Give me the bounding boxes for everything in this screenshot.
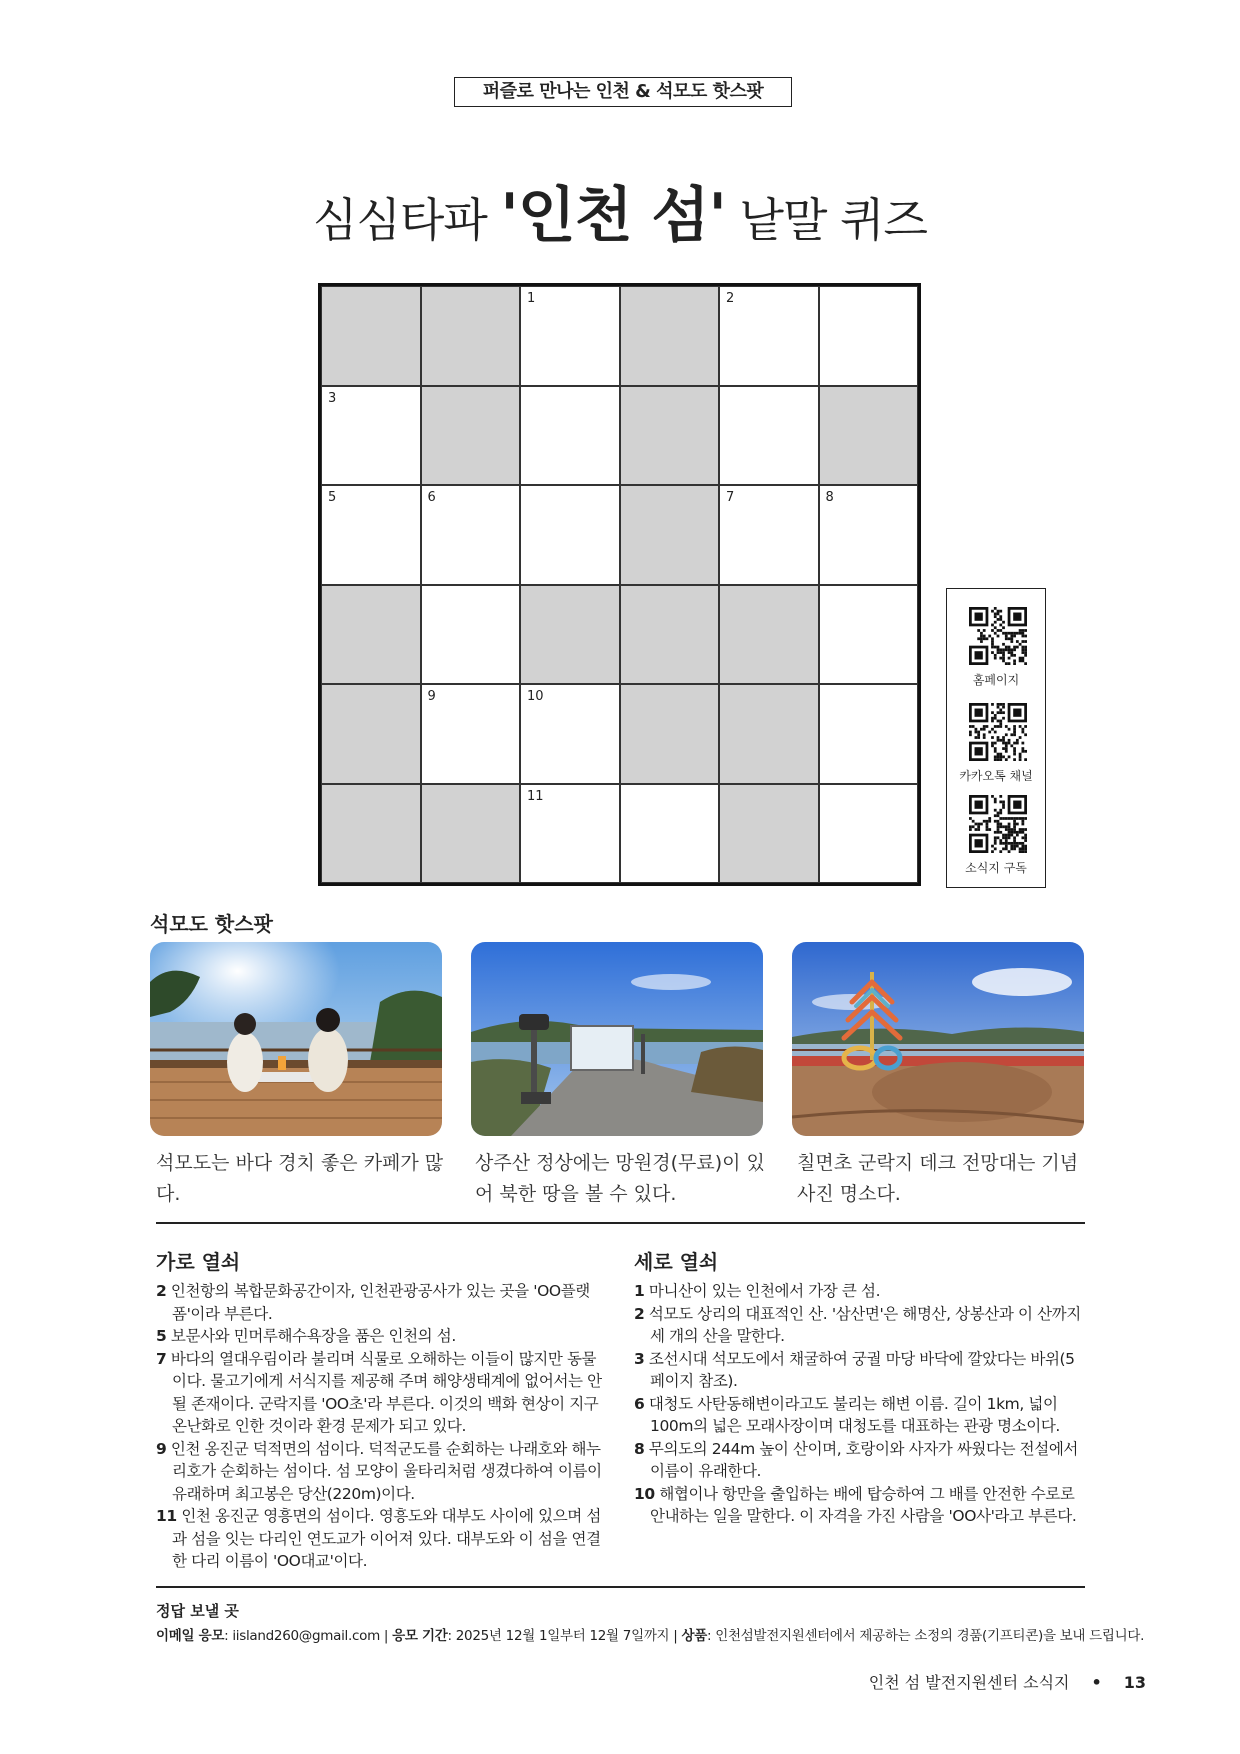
clue-num: 7 <box>156 1349 167 1368</box>
divider-top <box>156 1222 1085 1224</box>
page-title <box>0 168 1240 254</box>
grid-cell-blocked <box>421 286 521 386</box>
grid-cell-blocked <box>819 386 919 486</box>
qr-label-newsletter: 소식지 구독 <box>965 861 1027 875</box>
across-clue <box>156 1348 606 1438</box>
grid-cell[interactable] <box>719 485 819 585</box>
prize-label: 상품 <box>681 1628 708 1644</box>
clue-num: 3 <box>634 1349 645 1368</box>
grid-cell-blocked <box>719 585 819 685</box>
grid-cell[interactable] <box>819 784 919 884</box>
grid-cell[interactable] <box>321 386 421 486</box>
divider-bottom <box>156 1586 1085 1588</box>
qr-label-homepage: 홈페이지 <box>972 673 1020 687</box>
submit-info <box>156 1624 1144 1644</box>
grid-cell[interactable] <box>520 286 620 386</box>
email-label: 이메일 응모 <box>156 1628 225 1644</box>
qr-label-kakao: 카카오톡 채널 <box>959 769 1033 783</box>
grid-cell-blocked <box>620 585 720 685</box>
clue-num: 1 <box>634 1282 645 1300</box>
clue-text: 인천항의 복합문화공간이자, 인천관광공사가 있는 곳을 'OO플랫폼'이라 부른다. <box>170 1282 590 1323</box>
page-number: 13 <box>1123 1673 1146 1692</box>
grid-cell-blocked <box>321 585 421 685</box>
down-heading: 세로 열쇠 <box>634 1250 719 1274</box>
clue-num: 2 <box>634 1304 645 1323</box>
across-heading: 가로 열쇠 <box>156 1250 241 1274</box>
clue-text: 보문사와 민머루해수욕장을 품은 인천의 섬. <box>170 1327 456 1345</box>
down-clue <box>634 1280 1086 1303</box>
across-clue <box>156 1438 606 1506</box>
grid-cell-blocked <box>719 784 819 884</box>
grid-cell-blocked <box>321 784 421 884</box>
clue-number: 8 <box>825 490 834 505</box>
grid-cell[interactable] <box>421 684 521 784</box>
email-value: : iisland260@gmail.com | <box>224 1628 393 1644</box>
grid-cell-blocked <box>620 684 720 784</box>
photo-cafe <box>150 942 442 1136</box>
grid-cell[interactable] <box>719 386 819 486</box>
clue-number: 2 <box>726 291 735 306</box>
clue-text: 인천 옹진군 덕적면의 섬이다. 덕적군도를 순회하는 나래호와 해누리호가 순회하는 섬이다. 섬 모양이 울타리처럼 생겼다하여 이름이 유래하며 최고봉은 당산(220m)이다. <box>170 1439 602 1503</box>
clue-text: 석모도 상리의 대표적인 산. '삼산면'은 해명산, 상봉산과 이 산까지 세 개의 산을 말한다. <box>648 1304 1081 1345</box>
clue-num: 5 <box>156 1327 167 1345</box>
clue-number: 3 <box>328 390 337 406</box>
title-suffix: 낱말 퀴즈 <box>725 193 927 247</box>
down-clue <box>634 1303 1086 1348</box>
grid-cell[interactable] <box>321 485 421 585</box>
clue-number: 7 <box>726 490 735 505</box>
clue-number: 1 <box>527 291 536 306</box>
submit-heading: 정답 보낼 곳 <box>156 1602 239 1620</box>
grid-cell-blocked <box>421 784 521 884</box>
down-clue <box>634 1483 1086 1528</box>
photo-deck-observatory <box>792 942 1084 1136</box>
grid-cell[interactable] <box>819 485 919 585</box>
period-value: : 2025년 12월 1일부터 12월 7일까지 | <box>447 1628 682 1644</box>
grid-cell[interactable] <box>520 684 620 784</box>
grid-cell-blocked <box>719 684 819 784</box>
clue-text: 무의도의 244m 높이 산이며, 호랑이와 사자가 싸웠다는 전설에서 이름이 유래한다. <box>648 1439 1078 1480</box>
title-prefix: 심심타파 <box>313 193 501 247</box>
across-clue <box>156 1505 606 1573</box>
grid-cell-blocked <box>620 485 720 585</box>
title-highlight: '인천 섬' <box>500 181 726 251</box>
grid-cell-blocked <box>620 286 720 386</box>
clue-number: 9 <box>427 689 436 704</box>
clue-text: 마니산이 있는 인천에서 가장 큰 섬. <box>648 1282 881 1300</box>
grid-cell[interactable] <box>520 485 620 585</box>
grid-cell-blocked <box>421 386 521 486</box>
clue-num: 11 <box>156 1507 177 1525</box>
grid-cell[interactable] <box>819 585 919 685</box>
grid-cell[interactable] <box>819 684 919 784</box>
clue-num: 8 <box>634 1439 645 1458</box>
caption-deck: 칠면초 군락지 데크 전망대는 기념사진 명소다. <box>797 1152 1079 1205</box>
grid-cell[interactable] <box>421 585 521 685</box>
photo-telescope <box>471 942 763 1136</box>
clue-text: 바다의 열대우림이라 불리며 식물로 오해하는 이들이 많지만 동물이다. 물고기에게 서식지를 제공해 주며 해양생태계에 없어서는 안 될 존재이다. 군락지를 'OO초'라 부른다. 이것의 백화 현상이 지구온난화로 인한 것이라 환경 문제가 되고 있다. <box>170 1349 602 1435</box>
footer-org: 인천 섬 발전지원센터 소식지 <box>868 1673 1070 1692</box>
page-footer: 인천 섬 발전지원센터 소식지 • 13 <box>868 1673 1146 1692</box>
clue-num: 10 <box>634 1484 655 1503</box>
down-clues <box>634 1280 1086 1528</box>
period-label: 응모 기간 <box>392 1628 448 1644</box>
hotspot-title: 석모도 핫스팟 <box>150 912 273 936</box>
grid-cell[interactable] <box>421 485 521 585</box>
grid-cell-blocked <box>321 684 421 784</box>
grid-cell-blocked <box>321 286 421 386</box>
grid-cell[interactable] <box>520 784 620 884</box>
qr-code-kakao-icon[interactable] <box>969 703 1027 761</box>
clue-num: 9 <box>156 1439 167 1458</box>
across-clue <box>156 1325 606 1348</box>
section-label: 퍼즐로 만나는 인천 & 석모도 핫스팟 <box>454 77 792 107</box>
clue-text: 해협이나 항만을 출입하는 배에 탑승하여 그 배를 안전한 수로로 안내하는 일을 말한다. 이 자격을 가진 사람을 'OO사'라고 부른다. <box>650 1484 1077 1525</box>
qr-code-homepage-icon[interactable] <box>969 607 1027 665</box>
across-clue <box>156 1280 606 1325</box>
crossword-grid <box>318 283 921 886</box>
clue-number: 5 <box>328 490 337 505</box>
qr-panel <box>946 588 1046 888</box>
grid-cell[interactable] <box>719 286 819 386</box>
down-clue <box>634 1393 1086 1438</box>
down-clue <box>634 1438 1086 1483</box>
grid-cell[interactable] <box>819 286 919 386</box>
clue-number: 6 <box>427 490 436 505</box>
grid-cell[interactable] <box>620 784 720 884</box>
clue-text: 대청도 사탄동해변이라고도 불리는 해변 이름. 길이 1km, 넓이 100m의 넓은 모래사장이며 대청도를 대표하는 관광 명소이다. <box>648 1394 1060 1435</box>
clue-num: 2 <box>156 1282 167 1300</box>
clue-number: 10 <box>527 689 544 704</box>
caption-cafe: 석모도는 바다 경치 좋은 카페가 많다. <box>156 1152 444 1205</box>
caption-telescope: 상주산 정상에는 망원경(무료)이 있어 북한 땅을 볼 수 있다. <box>475 1152 765 1205</box>
across-clues <box>156 1280 606 1573</box>
clue-number: 11 <box>527 788 544 804</box>
clue-text: 인천 옹진군 영흥면의 섬이다. 영흥도와 대부도 사이에 있으며 섬과 섬을 잇는 다리인 연도교가 이어져 있다. 대부도와 이 섬을 연결한 다리 이름이 'OO대교'이다. <box>172 1507 601 1570</box>
down-clue <box>634 1348 1086 1393</box>
qr-code-newsletter-icon[interactable] <box>969 795 1027 853</box>
grid-cell[interactable] <box>520 386 620 486</box>
grid-cell-blocked <box>520 585 620 685</box>
grid-cell-blocked <box>620 386 720 486</box>
prize-value: : 인천섬발전지원센터에서 제공하는 소정의 경품(기프티콘)을 보내 드립니다. <box>707 1628 1145 1644</box>
clue-text: 조선시대 석모도에서 채굴하여 궁궐 마당 바닥에 깔았다는 바위(5페이지 참조). <box>648 1349 1075 1390</box>
clue-num: 6 <box>634 1394 645 1413</box>
